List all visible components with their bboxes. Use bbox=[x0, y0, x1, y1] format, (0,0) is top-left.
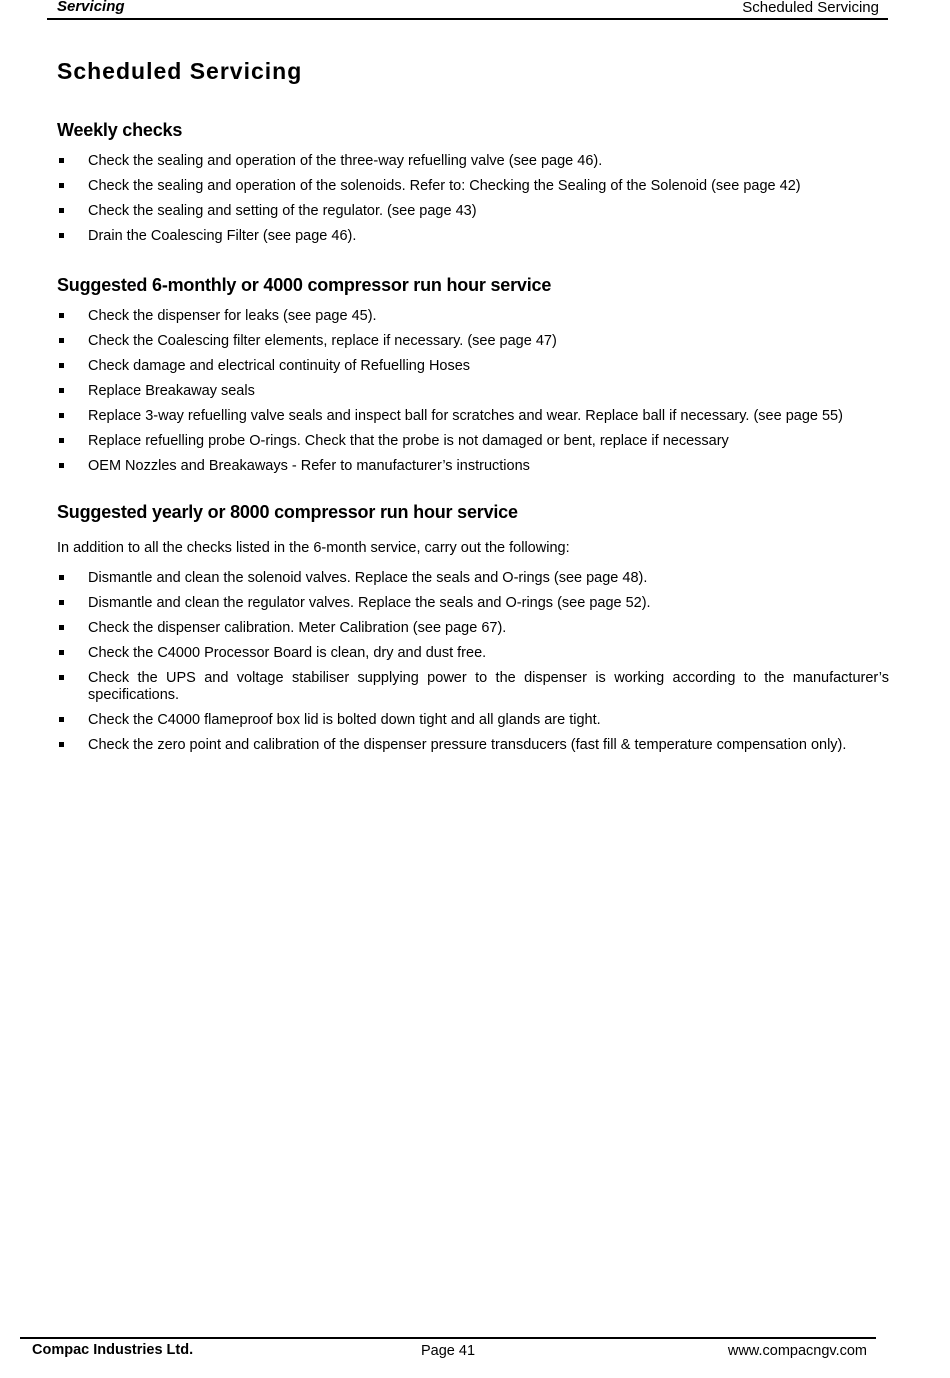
bullet-icon bbox=[59, 363, 64, 368]
list-item bbox=[57, 178, 889, 195]
list-item bbox=[57, 228, 889, 245]
list-item-text: Check the Coalescing filter elements, replace if necessary. (see page 47) bbox=[88, 333, 557, 349]
bullet-icon bbox=[59, 463, 64, 468]
bullet-icon bbox=[59, 650, 64, 655]
list-item-text: Drain the Coalescing Filter (see page 46). bbox=[88, 228, 357, 244]
list-item-text: Check the dispenser for leaks (see page 45). bbox=[88, 308, 377, 324]
list-item bbox=[57, 620, 889, 637]
list-item-text: Replace 3-way refuelling valve seals and inspect ball for scratches and wear. Replace ball if necessary. (see page 55) bbox=[88, 408, 843, 424]
bullet-icon bbox=[59, 413, 64, 418]
bullet-icon bbox=[59, 388, 64, 393]
bullet-icon bbox=[59, 575, 64, 580]
list-item bbox=[57, 333, 889, 350]
yearly-service-intro: In addition to all the checks listed in the 6-month service, carry out the following: bbox=[57, 540, 570, 556]
page-content bbox=[57, 58, 889, 762]
list-item bbox=[57, 645, 889, 662]
bullet-icon bbox=[59, 675, 64, 680]
bullet-icon bbox=[59, 717, 64, 722]
list-item bbox=[57, 383, 889, 400]
bullet-icon bbox=[59, 313, 64, 318]
list-item bbox=[57, 670, 889, 704]
header-chapter-name: Scheduled Servicing bbox=[742, 0, 879, 16]
weekly-checks-heading: Weekly checks bbox=[57, 120, 183, 140]
bullet-icon bbox=[59, 625, 64, 630]
list-item-text: Check the sealing and operation of the solenoids. Refer to: Checking the Sealing of the Solenoid (see page 42) bbox=[88, 178, 801, 194]
list-item bbox=[57, 570, 889, 587]
page-title: Scheduled Servicing bbox=[57, 58, 303, 84]
list-item-text: Check damage and electrical continuity of Refuelling Hoses bbox=[88, 358, 471, 374]
header-section-name: Servicing bbox=[57, 0, 125, 15]
six-monthly-service-heading: Suggested 6-monthly or 4000 compressor run hour service bbox=[57, 275, 552, 295]
list-item-text: Dismantle and clean the regulator valves. Replace the seals and O-rings (see page 52). bbox=[88, 595, 651, 611]
list-item-text: Replace refuelling probe O-rings. Check that the probe is not damaged or bent, replace if necessary bbox=[88, 433, 729, 449]
list-item-text: Check the zero point and calibration of the dispenser pressure transducers (fast fill & temperature compensation only). bbox=[88, 737, 847, 753]
yearly-service-heading: Suggested yearly or 8000 compressor run hour service bbox=[57, 502, 518, 522]
list-item bbox=[57, 153, 889, 170]
bullet-icon bbox=[59, 338, 64, 343]
bullet-icon bbox=[59, 158, 64, 163]
list-item bbox=[57, 595, 889, 612]
list-item-text: Check the C4000 Processor Board is clean, dry and dust free. bbox=[88, 645, 487, 661]
footer-company-name: Compac Industries Ltd. bbox=[32, 1342, 194, 1358]
list-item-text: Check the sealing and setting of the regulator. (see page 43) bbox=[88, 203, 477, 219]
bullet-icon bbox=[59, 600, 64, 605]
list-item bbox=[57, 712, 889, 729]
list-item bbox=[57, 408, 889, 425]
page-header bbox=[47, 0, 888, 20]
bullet-icon bbox=[59, 208, 64, 213]
list-item-text: OEM Nozzles and Breakaways - Refer to manufacturer’s instructions bbox=[88, 458, 530, 474]
list-item bbox=[57, 737, 889, 754]
list-item-text: Check the dispenser calibration. Meter Calibration (see page 67). bbox=[88, 620, 507, 636]
bullet-icon bbox=[59, 183, 64, 188]
bullet-icon bbox=[59, 742, 64, 747]
bullet-icon bbox=[59, 438, 64, 443]
list-item bbox=[57, 358, 889, 375]
bullet-icon bbox=[59, 233, 64, 238]
page-footer bbox=[20, 1337, 876, 1359]
list-item-text: Dismantle and clean the solenoid valves. Replace the seals and O-rings (see page 48). bbox=[88, 570, 648, 586]
list-item bbox=[57, 433, 889, 450]
footer-page-number: Page 41 bbox=[421, 1343, 476, 1359]
yearly-service-list bbox=[57, 570, 889, 754]
list-item-text: Check the C4000 flameproof box lid is bolted down tight and all glands are tight. bbox=[88, 712, 601, 728]
list-item-text: Check the UPS and voltage stabiliser supplying power to the dispenser is working according to the manufacturer’s specifications. bbox=[88, 670, 889, 703]
list-item-text: Replace Breakaway seals bbox=[88, 383, 255, 399]
six-monthly-service-list bbox=[57, 308, 889, 475]
list-item bbox=[57, 203, 889, 220]
list-item-text: Check the sealing and operation of the three-way refuelling valve (see page 46). bbox=[88, 153, 603, 169]
list-item bbox=[57, 458, 889, 475]
weekly-checks-list bbox=[57, 153, 889, 245]
footer-website: www.compacngv.com bbox=[727, 1343, 867, 1359]
list-item bbox=[57, 308, 889, 325]
